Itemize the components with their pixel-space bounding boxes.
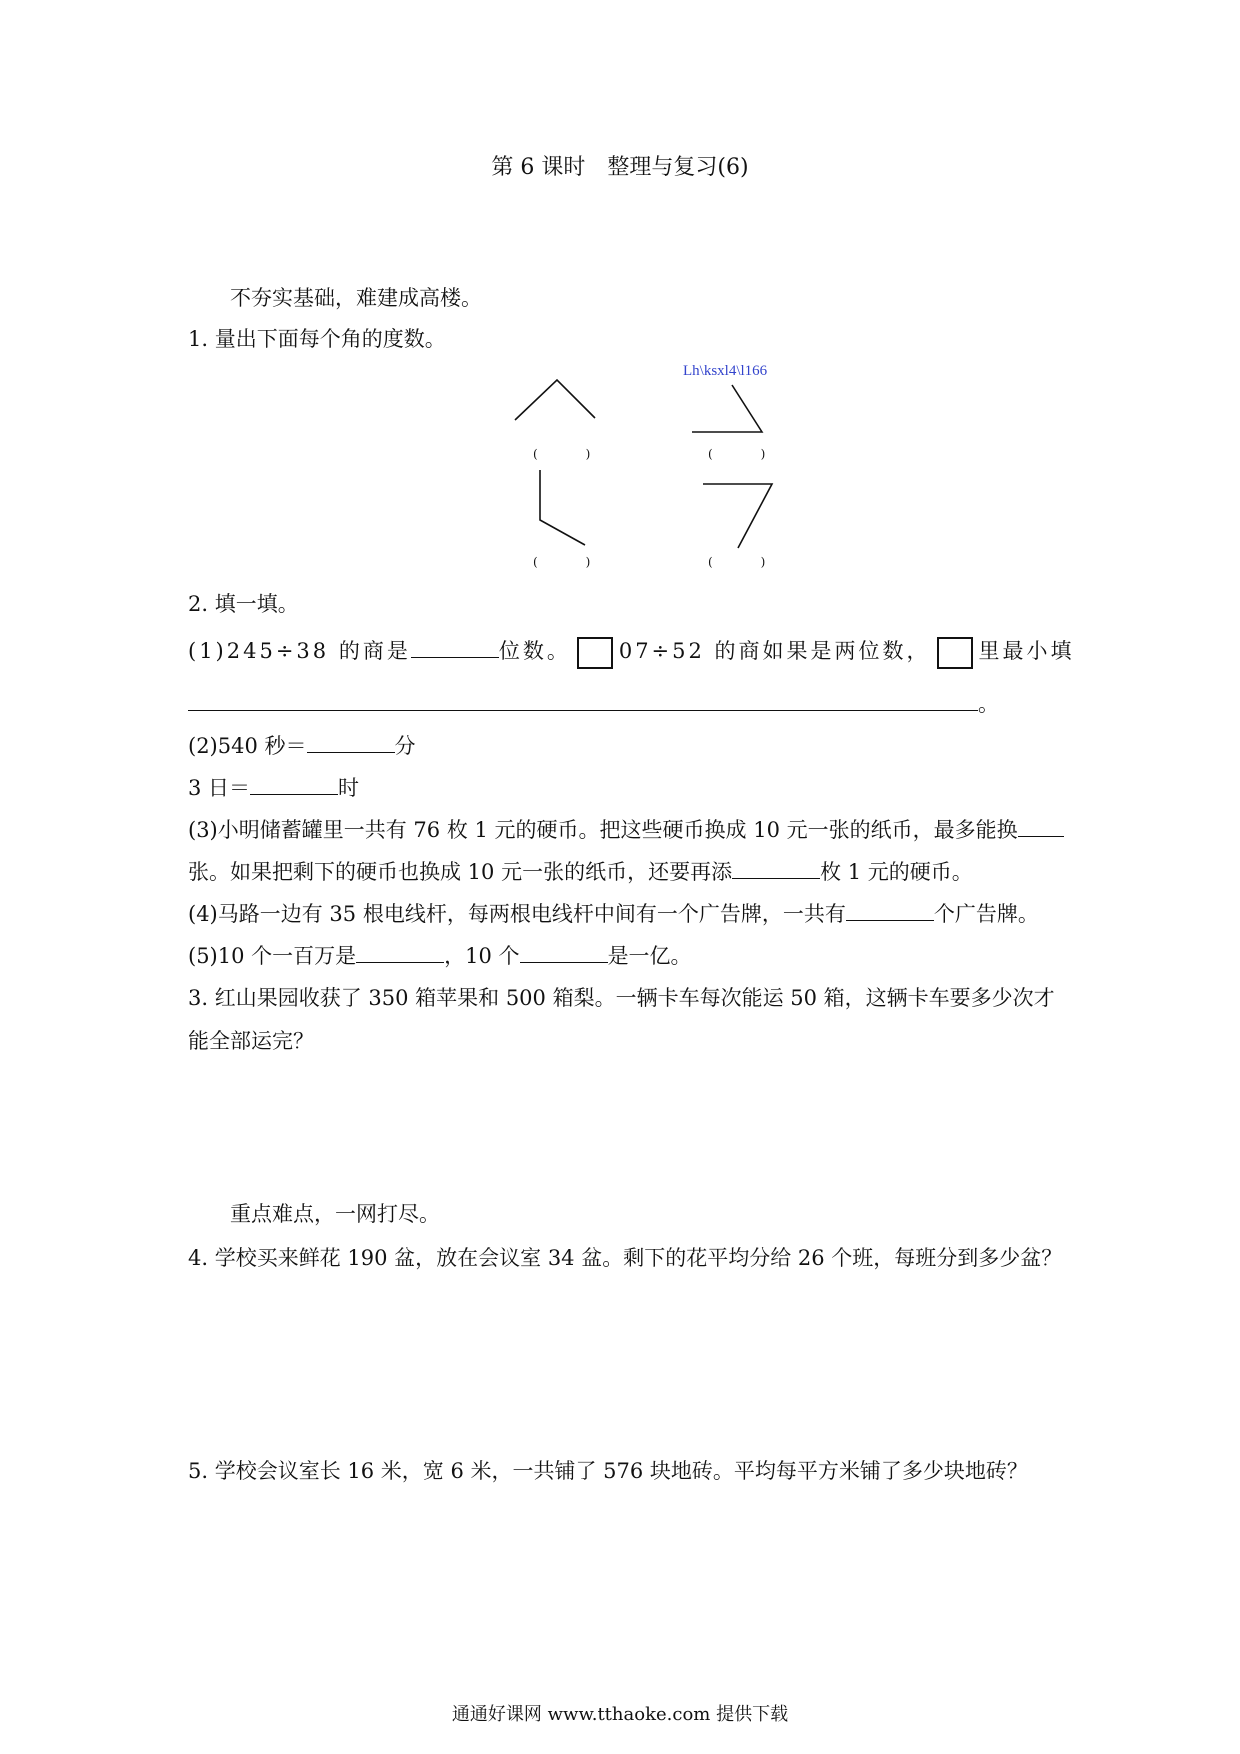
q2-2-text-a: (2)540 秒＝ <box>188 734 307 758</box>
question-5: 5. 学校会议室长 16 米，宽 6 米，一共铺了 576 块地砖。平均每平方米铺了多少块地砖？ <box>188 1459 1028 1483</box>
angle-figure-3 <box>540 470 585 545</box>
question-3-line2: 能全部运完？ <box>188 1029 314 1053</box>
q2-1-text-a: (1)245÷38 的商是 <box>188 639 411 663</box>
q2-2-text-b: 分 <box>394 734 416 758</box>
answer-box-2[interactable] <box>937 637 973 669</box>
question-2-3-line2 <box>188 856 973 886</box>
angle-figures <box>0 0 1240 600</box>
answer-blank-million[interactable] <box>356 941 444 963</box>
q2-1-end: 。 <box>978 692 999 716</box>
question-3-line1: 3. 红山果园收获了 350 箱苹果和 500 箱梨。一辆卡车每次能运 50 箱，这辆卡车要多少次才 <box>188 986 1055 1010</box>
answer-box-1[interactable] <box>577 637 613 669</box>
angle-answer-1: ( ) <box>533 447 609 461</box>
angle-figure-1 <box>515 380 595 420</box>
question-2-4 <box>188 898 1039 928</box>
q2-4-text-a: (4)马路一边有 35 根电线杆，每两根电线杆中间有一个广告牌，一共有 <box>188 902 846 926</box>
answer-blank-minutes[interactable] <box>307 731 395 753</box>
angle-answer-4: ( ) <box>708 555 784 569</box>
q2-2c-text-a: 3 日＝ <box>188 776 251 800</box>
question-2-3-line1 <box>188 814 1064 844</box>
angle-answer-2: ( ) <box>708 447 784 461</box>
answer-blank-hundred-million[interactable] <box>520 941 608 963</box>
question-2-2 <box>188 730 416 760</box>
section-heading-basics: 不夯实基础，难建成高楼。 <box>230 286 482 310</box>
q2-1-text-b: 位数。 <box>498 639 571 663</box>
q2-5-text-b: ，10 个 <box>444 944 520 968</box>
angle-figure-4 <box>703 484 772 548</box>
watermark-text: Lh\ksxl4\l166 <box>683 363 768 379</box>
section-heading-key-points: 重点难点，一网打尽。 <box>230 1202 440 1226</box>
q2-5-text-c: 是一亿。 <box>607 944 692 968</box>
answer-blank-billboards[interactable] <box>846 899 934 921</box>
q2-1-text-c: 07÷52 的商如果是两位数， <box>618 639 931 663</box>
q2-3-text-a: (3)小明储蓄罐里一共有 76 枚 1 元的硬币。把这些硬币换成 10 元一张的纸币，最多能换 <box>188 818 1018 842</box>
question-4: 4. 学校买来鲜花 190 盆，放在会议室 34 盆。剩下的花平均分给 26 个班，每班分到多少盆？ <box>188 1246 1063 1270</box>
q2-3-text-c: 枚 1 元的硬币。 <box>820 860 973 884</box>
angle-answer-3: ( ) <box>533 555 609 569</box>
page-title: 第 6 课时 整理与复习(6) <box>491 155 749 180</box>
q2-4-text-b: 个广告牌。 <box>933 902 1039 926</box>
q2-5-text-a: (5)10 个一百万是 <box>188 944 357 968</box>
question-2: 2. 填一填。 <box>188 592 299 616</box>
answer-blank-digits[interactable] <box>411 636 499 658</box>
footer-credit: 通通好课网 www.tthaoke.com 提供下载 <box>451 1704 789 1725</box>
q2-1-text-d: 里最小填 <box>978 639 1075 663</box>
answer-blank-notes[interactable] <box>1018 815 1064 837</box>
angle-figure-2 <box>692 385 762 432</box>
question-1: 1. 量出下面每个角的度数。 <box>188 327 446 351</box>
question-2-2-days <box>188 772 359 802</box>
question-2-1-answer-line <box>188 688 999 718</box>
answer-blank-min-digit[interactable] <box>188 689 978 711</box>
q2-3-text-b: 张。如果把剩下的硬币也换成 10 元一张的纸币，还要再添 <box>188 860 733 884</box>
question-2-1 <box>188 635 1075 669</box>
question-2-5 <box>188 940 692 970</box>
q2-2c-text-b: 时 <box>338 776 360 800</box>
answer-blank-coins[interactable] <box>732 857 820 879</box>
answer-blank-hours[interactable] <box>250 773 338 795</box>
